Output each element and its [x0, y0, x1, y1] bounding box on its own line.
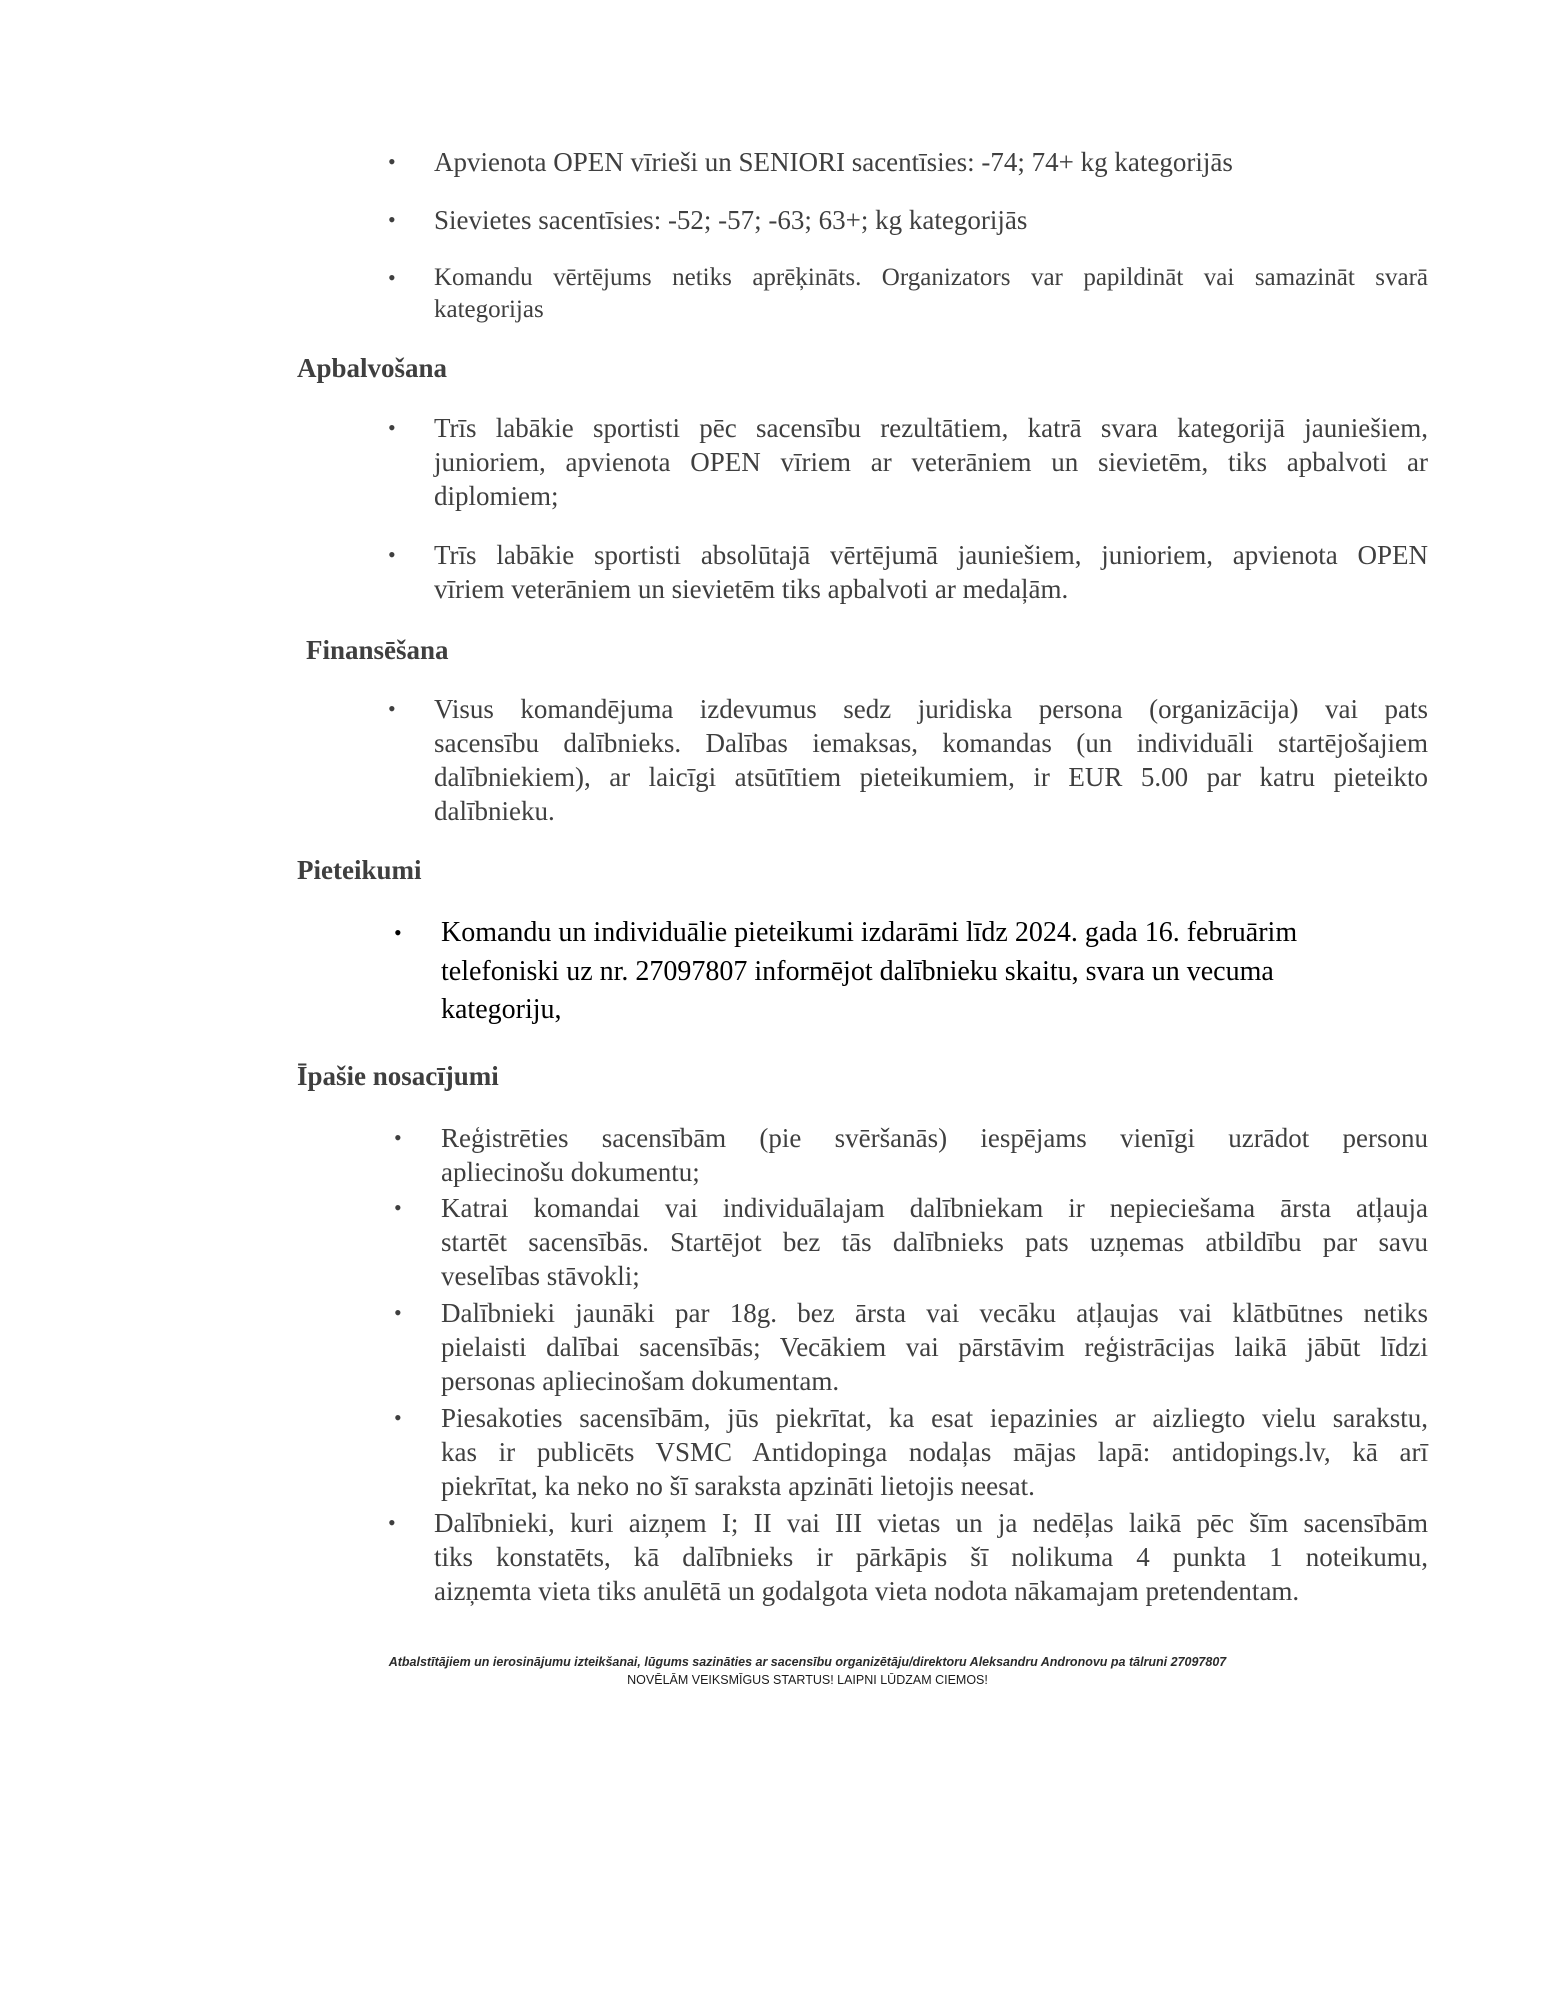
- list-item-text: junioriem, apvienota OPEN vīriem ar veterāniem un sievietēm, tiks apbalvoti ar: [434, 447, 1428, 477]
- list-item-text: sacensību dalībnieks. Dalības iemaksas, komandas (un individuāli startējošajiem: [434, 728, 1428, 758]
- list-item-text: Dalībnieki, kuri aizņem I; II vai III vietas un ja nedēļas laikā pēc šīm sacensībām: [434, 1508, 1428, 1538]
- section-heading-awards: Apbalvošana: [297, 353, 448, 383]
- list-item-disqualification: [388, 1506, 1428, 1608]
- list-item-award-medals: [388, 538, 1428, 606]
- footer-contact: Atbalstītājiem un ierosinājumu izteikšanai, lūgums sazināties ar sacensību organizētāju/direktoru Aleksandru Andronovu pa tālruni 27097807: [388, 1655, 1227, 1669]
- bullet-icon: •: [388, 542, 396, 567]
- list-item-team-score: [388, 262, 1428, 326]
- list-item-text: Trīs labākie sportisti pēc sacensību rezultātiem, katrā svara kategorijā jauniešiem,: [434, 413, 1428, 443]
- list-item-registration: [394, 1121, 1428, 1189]
- list-item-text: Trīs labākie sportisti absolūtajā vērtējumā jauniešiem, junioriem, apvienota OPEN: [434, 540, 1428, 570]
- section-heading-financing: Finansēšana: [306, 635, 449, 665]
- bullet-icon: •: [388, 265, 396, 290]
- list-item-text: Komandu vērtējums netiks aprēķināts. Organizators var papildināt vai samazināt svarā: [434, 264, 1428, 291]
- list-item-text: personas apliecinošam dokumentam.: [441, 1366, 840, 1396]
- list-item-text: pielaisti dalībai sacensībās; Vecākiem vai pārstāvim reģistrācijas laikā jābūt līdzi: [441, 1332, 1428, 1362]
- bullet-icon: •: [394, 1125, 402, 1150]
- list-item-text: kas ir publicēts VSMC Antidopinga nodaļas mājas lapā: antidopings.lv, kā arī: [441, 1437, 1428, 1467]
- list-item-text: diplomiem;: [434, 481, 559, 511]
- list-item-text: veselības stāvokli;: [441, 1261, 640, 1291]
- list-item-text: Sievietes sacentīsies: -52; -57; -63; 63+; kg kategorijās: [434, 205, 1028, 235]
- bullet-icon: •: [394, 920, 402, 945]
- list-item-text: Piesakoties sacensībām, jūs piekrītat, ka esat iepazinies ar aizliegto vielu sarakstu,: [441, 1403, 1428, 1433]
- list-item-antidoping: [394, 1401, 1428, 1503]
- section-heading-applications: Pieteikumi: [297, 855, 422, 885]
- list-item-text: Dalībnieki jaunāki par 18g. bez ārsta vai vecāku atļaujas vai klātbūtnes netiks: [441, 1298, 1428, 1328]
- list-item-text: kategoriju,: [441, 994, 562, 1025]
- list-item-text: aizņemta vieta tiks anulētā un godalgota vieta nodota nākamajam pretendentam.: [434, 1576, 1300, 1606]
- bullet-icon: •: [388, 696, 396, 721]
- list-item-text: kategorijas: [434, 296, 544, 323]
- list-item-text: Reģistrēties sacensībām (pie svēršanās) iespējams vienīgi uzrādot personu: [441, 1123, 1428, 1153]
- list-item-text: apliecinošu dokumentu;: [441, 1157, 700, 1187]
- bullet-icon: •: [388, 207, 396, 232]
- list-item-text: piekrītat, ka neko no šī saraksta apzināti lietojis neesat.: [441, 1471, 1035, 1501]
- list-item-financing: [388, 692, 1428, 828]
- footer-greeting: NOVĒLĀM VEIKSMĪGUS STARTUS! LAIPNI LŪDZAM CIEMOS!: [627, 1673, 988, 1687]
- list-item-applications: [394, 914, 1428, 1030]
- bullet-icon: •: [388, 415, 396, 440]
- bullet-icon: •: [394, 1300, 402, 1325]
- list-item-text: startēt sacensībās. Startējot bez tās dalībnieks pats uzņemas atbildību par savu: [441, 1227, 1428, 1257]
- list-item-open-men: [388, 146, 1428, 178]
- list-item-text: Komandu un individuālie pieteikumi izdarāmi līdz 2024. gada 16. februārim: [441, 917, 1298, 948]
- list-item-medical-permit: [394, 1191, 1428, 1293]
- list-item-text: Katrai komandai vai individuālajam dalībniekam ir nepieciešama ārsta atļauja: [441, 1193, 1428, 1223]
- list-item-text: telefoniski uz nr. 27097807 informējot dalībnieku skaitu, svara un vecuma: [441, 955, 1274, 987]
- bullet-icon: •: [388, 149, 396, 174]
- list-item-text: tiks konstatēts, kā dalībnieks ir pārkāpis šī nolikuma 4 punkta 1 noteikumu,: [434, 1542, 1428, 1572]
- list-item-text: Apvienota OPEN vīrieši un SENIORI sacentīsies: -74; 74+ kg kategorijās: [434, 147, 1233, 177]
- list-item-award-diplomas: [388, 411, 1428, 513]
- list-item-women: [388, 204, 1428, 236]
- list-item-text: vīriem veterāniem un sievietēm tiks apbalvoti ar medaļām.: [434, 574, 1069, 604]
- list-item-text: dalībniekiem), ar laicīgi atsūtītiem pieteikumiem, ir EUR 5.00 par katru pieteikto: [434, 762, 1428, 792]
- bullet-icon: •: [388, 1510, 396, 1535]
- list-item-text: Visus komandējuma izdevumus sedz juridiska persona (organizācija) vai pats: [434, 694, 1428, 724]
- section-heading-special-conditions: Īpašie nosacījumi: [297, 1061, 499, 1091]
- list-item-text: dalībnieku.: [434, 796, 555, 826]
- bullet-icon: •: [394, 1195, 402, 1220]
- bullet-icon: •: [394, 1405, 402, 1430]
- list-item-minors: [394, 1296, 1428, 1398]
